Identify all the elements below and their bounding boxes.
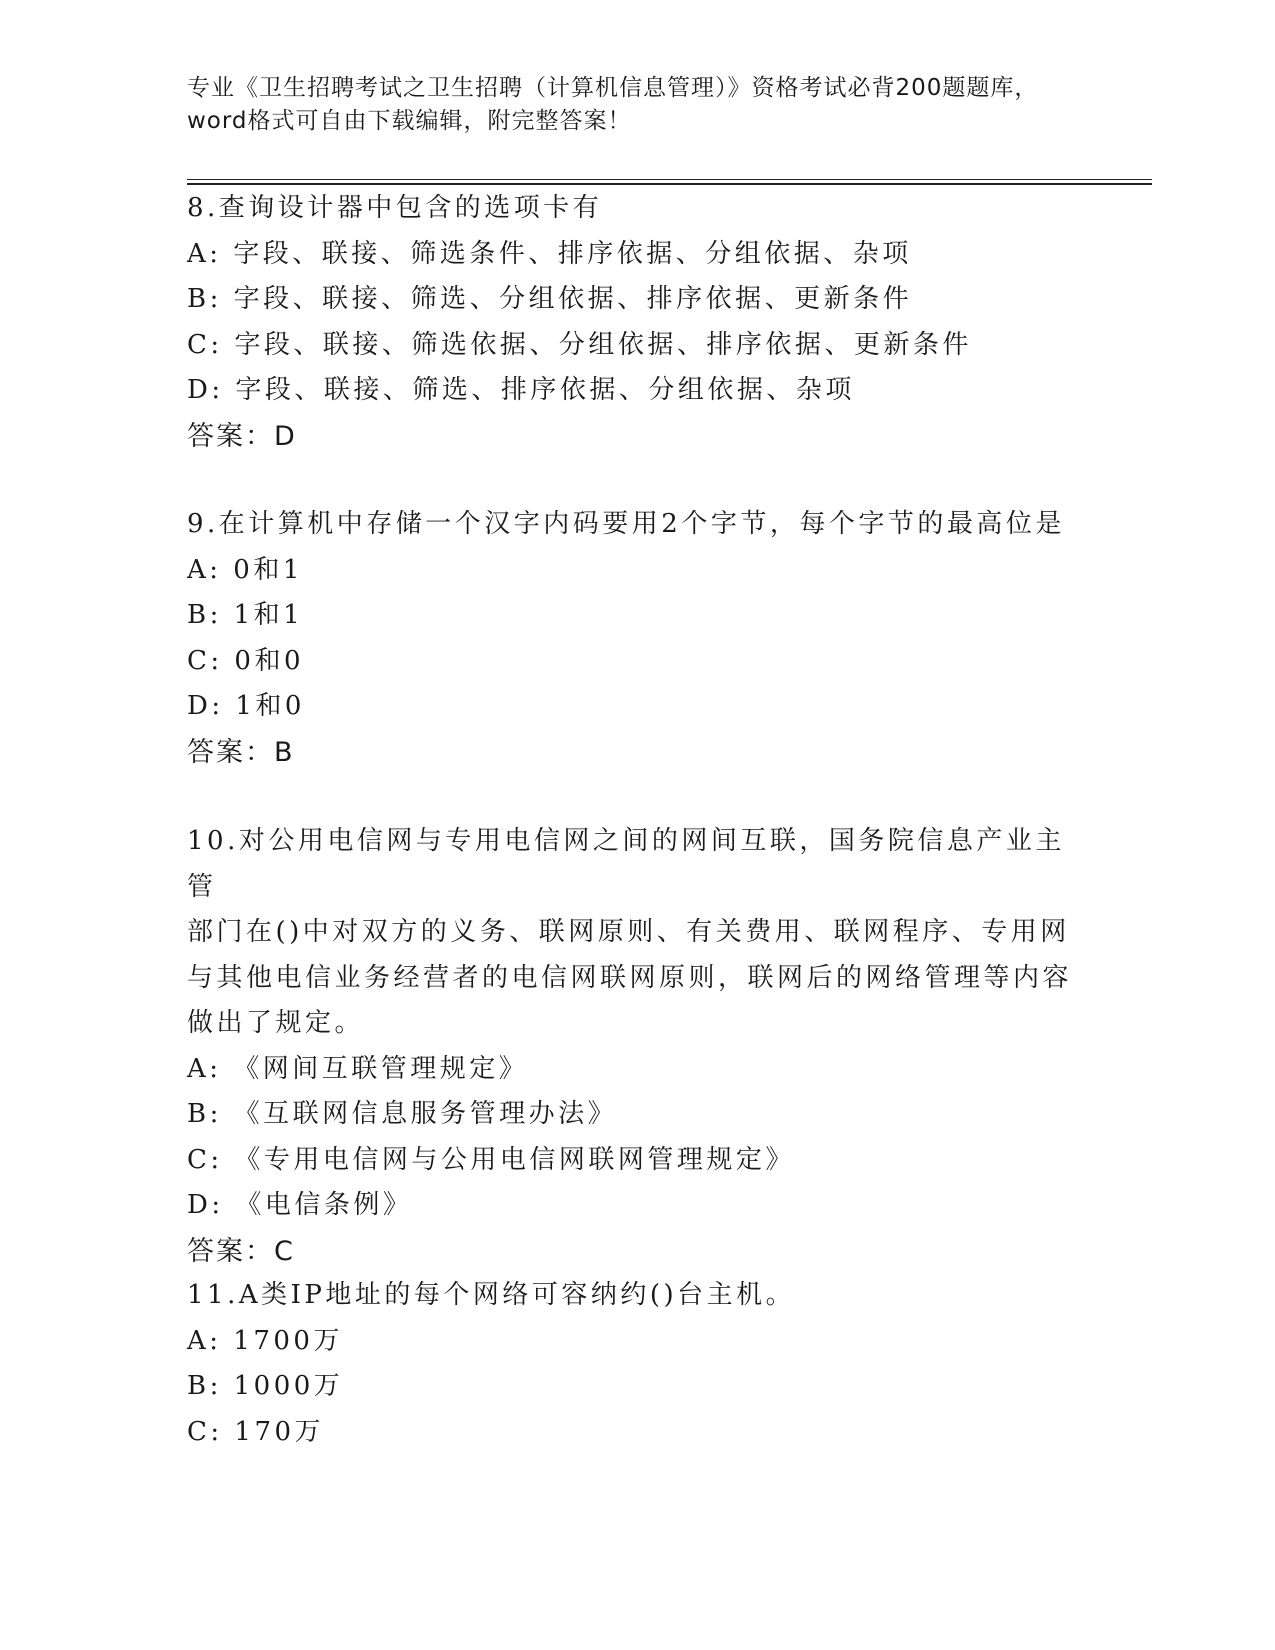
answer: 答案：D bbox=[187, 420, 297, 452]
option-c: C: 字段、联接、筛选依据、分组依据、排序依据、更新条件 bbox=[187, 329, 972, 360]
option-d: D: 《电信条例》 bbox=[187, 1190, 413, 1220]
option-b: B: 字段、联接、筛选、分组依据、排序依据、更新条件 bbox=[187, 284, 913, 314]
option-a: A: 《网间互联管理规定》 bbox=[187, 1053, 529, 1084]
option-c: C: 《专用电信网与公用电信网联网管理规定》 bbox=[187, 1144, 795, 1175]
option-a: A: 0和1 bbox=[187, 554, 303, 585]
question-stem-line-1: 10.对公用电信网与专用电信网之间的网间互联，国务院信息产业主管 bbox=[187, 826, 1065, 902]
question-stem: 9.在计算机中存储一个汉字内码要用2个字节，每个字节的最高位是 bbox=[187, 509, 1065, 539]
question-stem-line-3: 与其他电信业务经营者的电信网联网原则，联网后的网络管理等内容 bbox=[187, 962, 1073, 993]
question-8 bbox=[187, 186, 1087, 459]
question-11 bbox=[187, 1273, 1087, 1455]
question-stem-line-2: 部门在()中对双方的义务、联网原则、有关费用、联网程序、专用网 bbox=[187, 917, 1070, 947]
option-b: B: 1000万 bbox=[187, 1371, 344, 1401]
question-stem-line-4: 做出了规定。 bbox=[187, 1008, 365, 1038]
question-9 bbox=[187, 502, 1087, 775]
option-d: D: 字段、联接、筛选、排序依据、分组依据、杂项 bbox=[187, 375, 855, 405]
option-c: C: 170万 bbox=[187, 1416, 325, 1447]
option-d: D: 1和0 bbox=[187, 691, 305, 721]
answer: 答案：C bbox=[187, 1235, 295, 1267]
option-a: A: 1700万 bbox=[187, 1325, 343, 1356]
header-line-1: 专业《卫生招聘考试之卫生招聘（计算机信息管理）》资格考试必背200题题库， bbox=[187, 75, 1039, 101]
option-a: A: 字段、联接、筛选条件、排序依据、分组依据、杂项 bbox=[187, 238, 912, 269]
header-rule-thick bbox=[187, 183, 1152, 185]
answer: 答案：B bbox=[187, 736, 295, 768]
option-b: B: 《互联网信息服务管理办法》 bbox=[187, 1099, 618, 1129]
option-b: B: 1和1 bbox=[187, 600, 304, 630]
document-header bbox=[187, 72, 1087, 138]
header-rule-thin bbox=[187, 179, 1152, 180]
question-10 bbox=[187, 819, 1087, 1274]
header-line-2: word格式可自由下载编辑，附完整答案！ bbox=[187, 108, 632, 134]
question-stem: 11.A类IP地址的每个网络可容纳约()台主机。 bbox=[187, 1280, 796, 1310]
option-c: C: 0和0 bbox=[187, 645, 305, 676]
question-stem: 8.查询设计器中包含的选项卡有 bbox=[187, 193, 603, 223]
